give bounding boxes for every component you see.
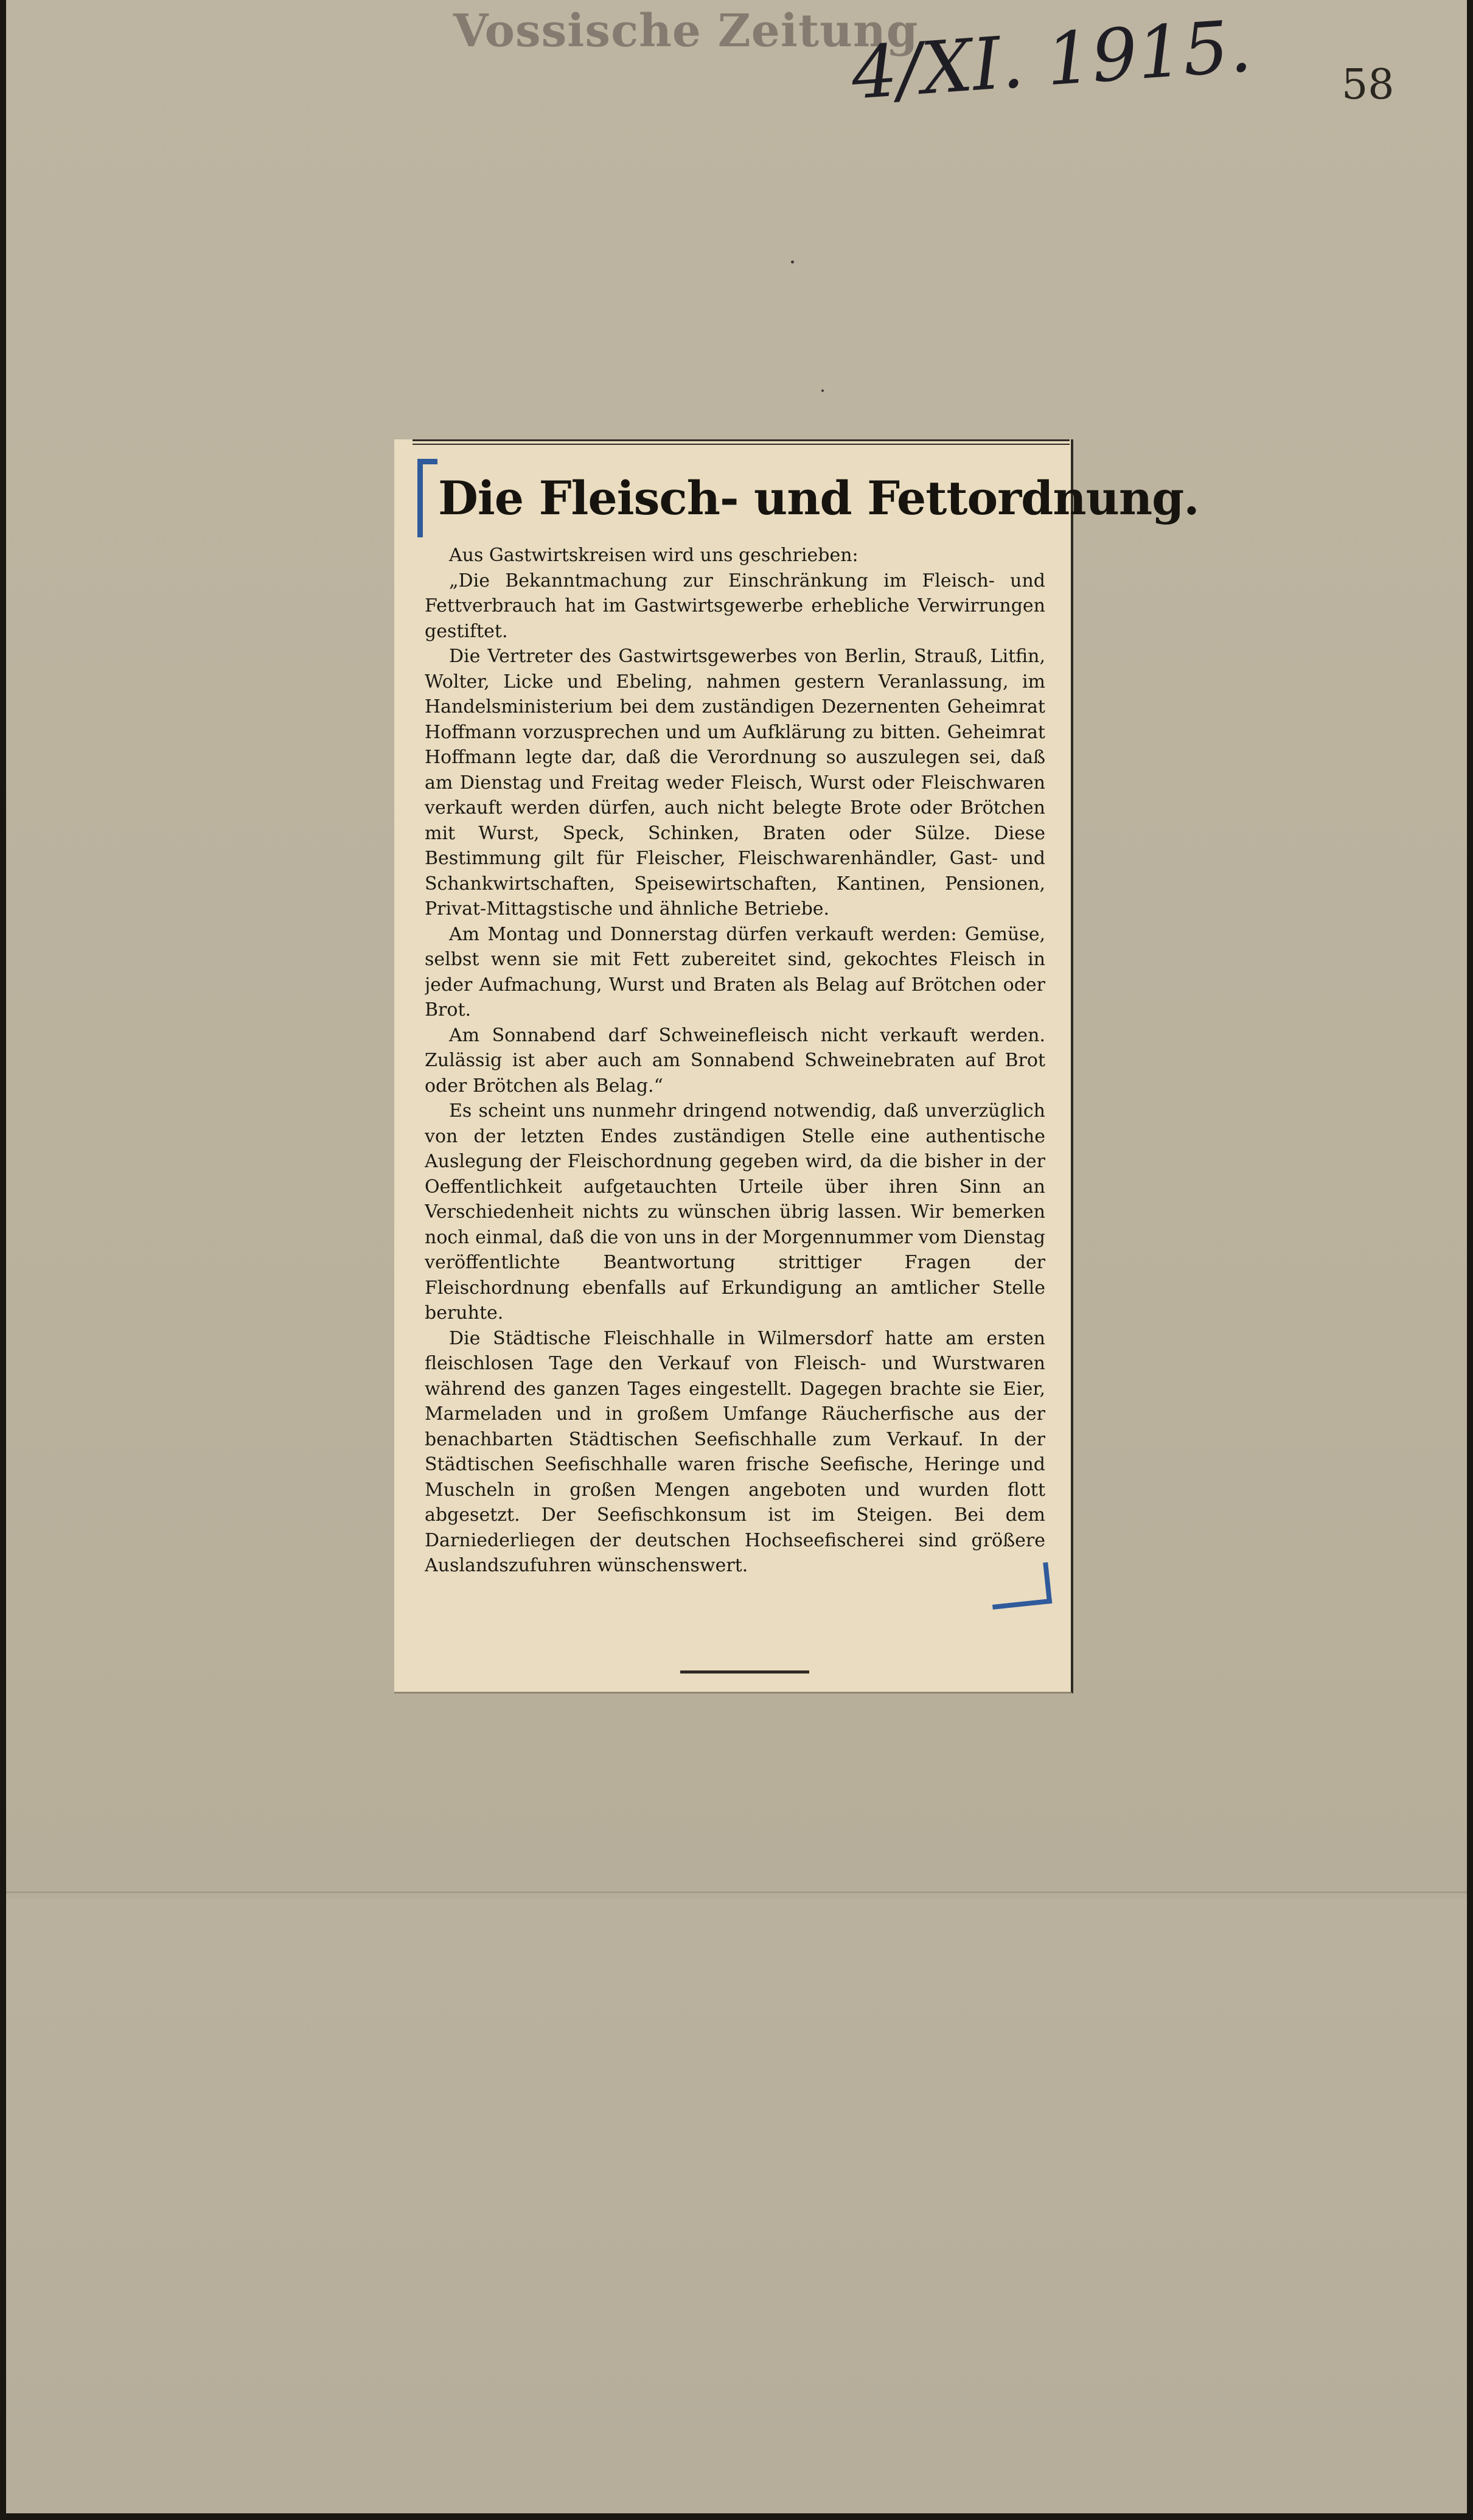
- article-paragraph: Am Sonnabend darf Schweinefleisch nicht verkauft werden. Zulässig ist aber auch am Sonnabend Schweinebraten auf Brot oder Brötchen als Belag.“: [425, 1024, 1045, 1097]
- article-paragraph: Am Montag und Donnerstag dürfen verkauft werden: Gemüse, selbst wenn sie mit Fett zubereitet sind, gekochtes Fleisch in jeder Aufmachung, Wurst und Braten als Belag auf Brötchen oder Brot.: [425, 923, 1045, 1021]
- blue-pencil-bracket-right: [989, 1562, 1053, 1610]
- lower-sheet-band: [6, 1899, 1467, 2513]
- article-headline: Die Fleisch- und Fettordnung.: [438, 471, 1199, 525]
- article-end-rule: [680, 1670, 809, 1674]
- newspaper-clipping: [394, 439, 1199, 1694]
- clipping-top-rule-thin: [413, 444, 1070, 445]
- article-body: [425, 543, 1045, 1669]
- handwritten-date: 4/XI. 1915.: [849, 4, 1255, 116]
- paper-speck: [791, 260, 794, 264]
- article-paragraph: „Die Bekanntmachung zur Einschränkung im Fleisch- und Fettverbrauch hat im Gastwirtsgewerbe erhebliche Verwirrungen gestiftet.: [425, 570, 1045, 642]
- paper-speck: [821, 389, 824, 392]
- page-number: 58: [1342, 61, 1395, 109]
- blue-pencil-bracket-left: [417, 459, 437, 537]
- clipping-top-rule: [413, 439, 1070, 441]
- newspaper-stamp: Vossische Zeitung: [453, 5, 919, 57]
- article-paragraph: Es scheint uns nunmehr dringend notwendig, daß unverzüglich von der letzten Endes zuständigen Stelle eine authentische Auslegung der Fleischordnung gegeben wird, da die bisher in der Oeffentlichkeit aufgetauchten Urteile über ihren Sinn an Verschiedenheit nichts zu wünschen übrig lassen. Wir bemerken noch einmal, daß die von uns in der Morgennummer vom Dienstag veröffentlichte Beantwortung strittiger Fragen der Fleischordnung ebenfalls auf Erkundigung an amtlicher Stelle beruhte.: [425, 1100, 1045, 1324]
- article-paragraph: Die Vertreter des Gastwirtsgewerbes von Berlin, Strauß, Litfin, Wolter, Licke und Ebeling, nahmen gestern Veranlassung, im Handelsministerium bei dem zuständigen Dezernenten Geheimrat Hoffmann vorzusprechen und um Aufklärung zu bitten. Geheimrat Hoffmann legte dar, daß die Verordnung so auszulegen sei, daß am Dienstag und Freitag weder Fleisch, Wurst oder Fleischwaren verkauft werden dürfen, auch nicht belegte Brote oder Brötchen mit Wurst, Speck, Schinken, Braten oder Sülze. Diese Bestimmung gilt für Fleischer, Fleischwarenhändler, Gast- und Schankwirtschaften, Speisewirtschaften, Kantinen, Pensionen, Privat-Mittagstische und ähnliche Betriebe.: [425, 646, 1045, 920]
- article-paragraph: Aus Gastwirtskreisen wird uns geschrieben:: [449, 545, 858, 566]
- article-paragraph: Die Städtische Fleischhalle in Wilmersdorf hatte am ersten fleischlosen Tage den Verkauf von Fleisch- und Wurstwaren während des ganzen Tages eingestellt. Dagegen brachte sie Eier, Marmeladen und in großem Umfange Räucherfische aus der benachbarten Städtischen Seefischhalle zum Verkauf. In der Städtischen Seefischhalle waren frische Seefische, Heringe und Muscheln in großen Mengen angeboten und wurden flott abgesetzt. Der Seefischkonsum ist im Steigen. Bei dem Darniederliegen der deutschen Hochseefischerei sind größere Auslandszufuhren wünschenswert.: [425, 1327, 1045, 1576]
- fold-line: [6, 1891, 1467, 1893]
